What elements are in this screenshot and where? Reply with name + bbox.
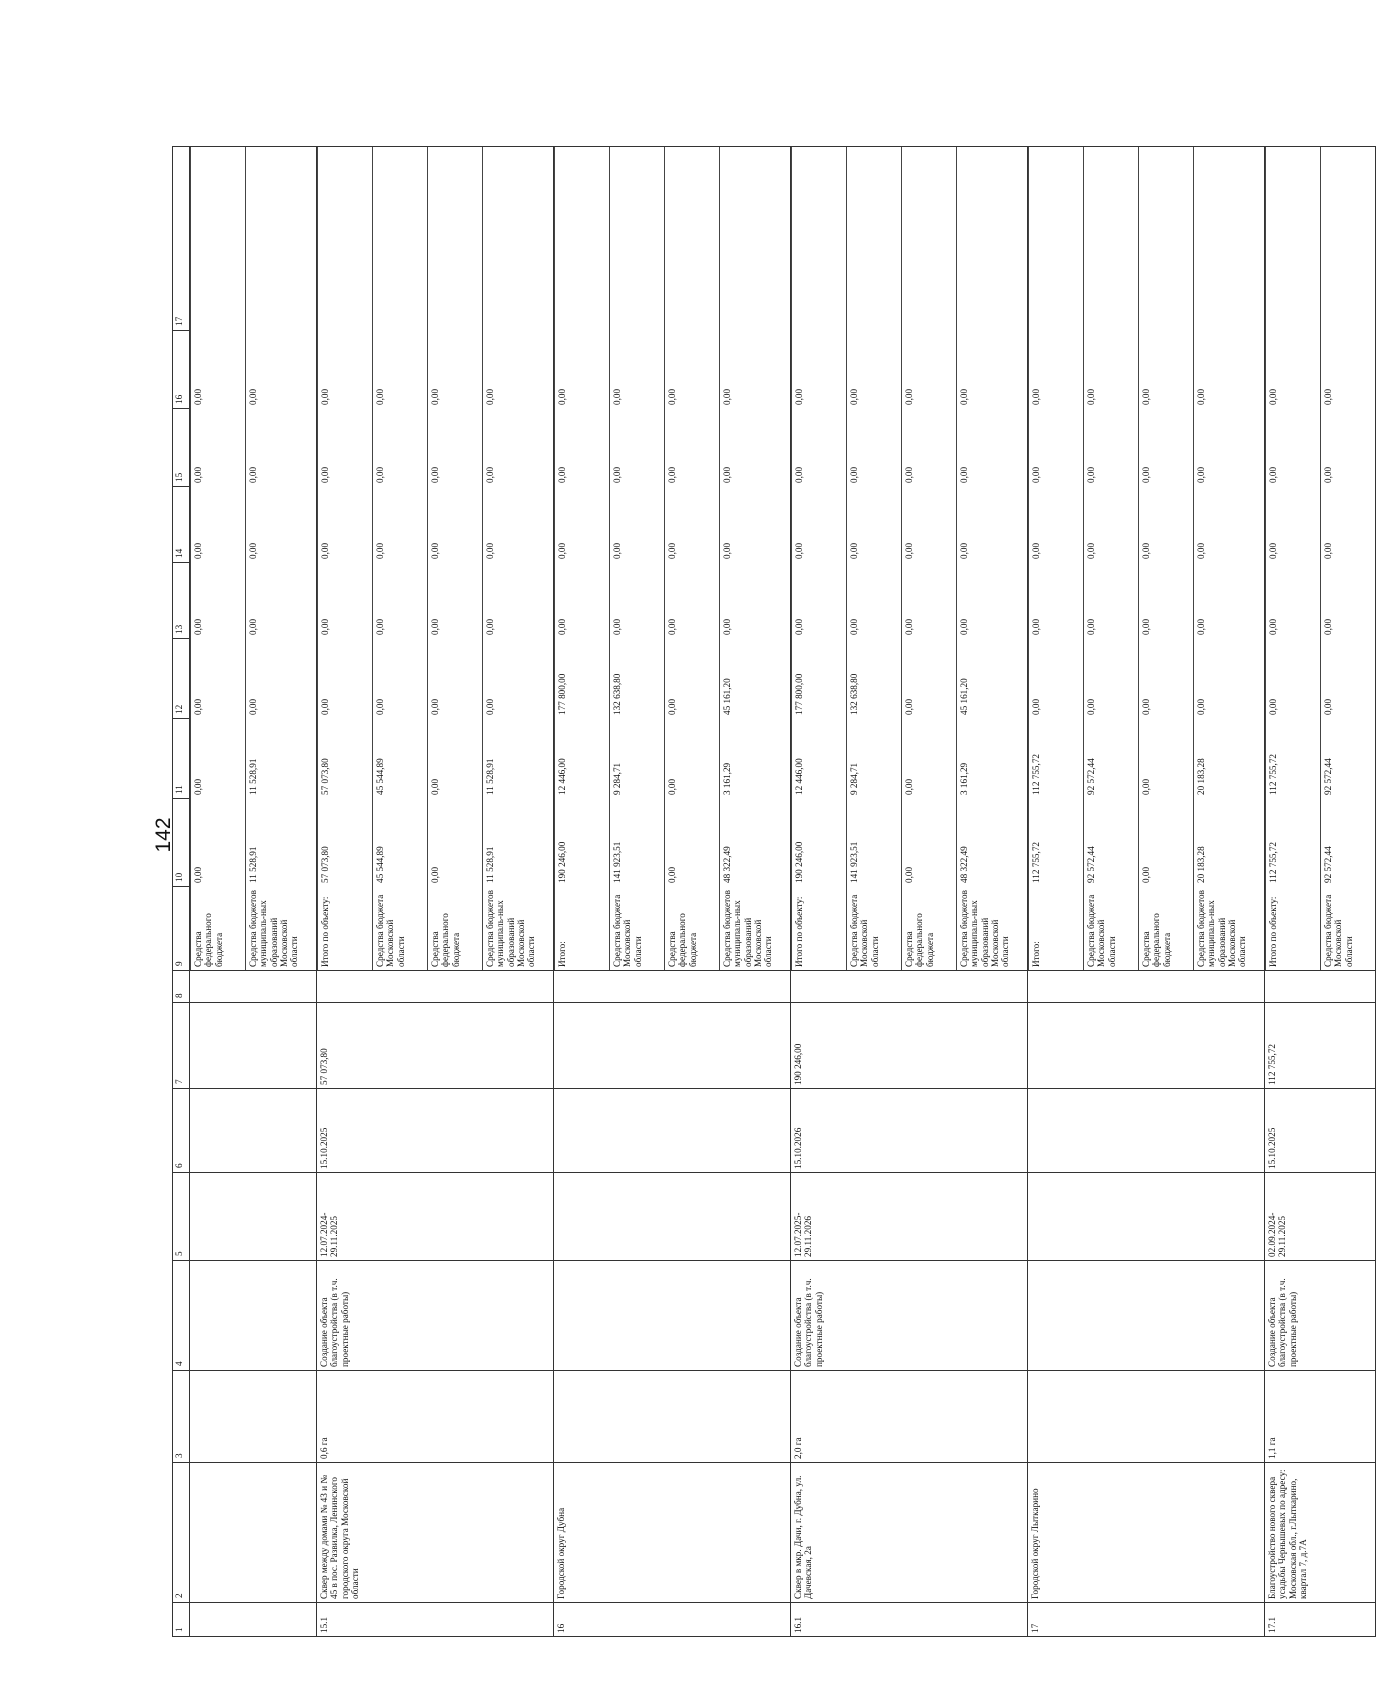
- amount-col-11: 9 284,71: [610, 718, 665, 798]
- funding-sources: [791, 147, 1028, 971]
- work-period: [190, 1173, 317, 1261]
- amount-col-15: 0,00: [665, 408, 720, 486]
- amount-col-11: 20 183,28: [1194, 718, 1265, 798]
- amount-col-15: 0,00: [246, 408, 317, 486]
- amount-col-13: 0,00: [483, 562, 554, 638]
- funding-table: [190, 146, 316, 970]
- column-number: 8: [173, 971, 190, 1003]
- amount-col-15: 0,00: [1321, 408, 1376, 486]
- amount-col-13: 0,00: [902, 562, 957, 638]
- amount-col-14: 0,00: [1139, 486, 1194, 562]
- amount-col-10: 141 923,51: [847, 798, 902, 886]
- column-17-cell: [902, 146, 957, 330]
- amount-col-11: 0,00: [665, 718, 720, 798]
- column-17-cell: [720, 146, 791, 330]
- amount-col-10: 57 073,80: [318, 798, 373, 886]
- report-sheet: [172, 147, 1354, 1637]
- work-type: Создание объекта благоустройства (в т.ч. проектные работы): [1265, 1261, 1376, 1371]
- amount-col-16: 0,00: [1029, 330, 1084, 408]
- funding-sources: [1028, 147, 1265, 971]
- column-17-cell: [483, 146, 554, 330]
- amount-col-16: 0,00: [610, 330, 665, 408]
- amount-col-15: 0,00: [1139, 408, 1194, 486]
- object-capacity: 1,1 га: [1265, 1371, 1376, 1463]
- amount-col-15: 0,00: [610, 408, 665, 486]
- column-17-cell: [957, 146, 1028, 330]
- amount-col-10: 0,00: [902, 798, 957, 886]
- amount-col-10: 20 183,28: [1194, 798, 1265, 886]
- object-capacity: 2,0 га: [791, 1371, 1028, 1463]
- amount-col-13: 0,00: [720, 562, 791, 638]
- amount-col-12: 132 638,80: [847, 638, 902, 718]
- amount-col-16: 0,00: [1139, 330, 1194, 408]
- amount-col-12: 0,00: [428, 638, 483, 718]
- amount-col-16: 0,00: [1084, 330, 1139, 408]
- column-number: 6: [173, 1089, 190, 1173]
- amount-col-11: 9 284,71: [847, 718, 902, 798]
- estimated-cost: 112 755,72: [1265, 1003, 1376, 1089]
- amount-col-16: 0,00: [1321, 330, 1376, 408]
- amount-col-16: 0,00: [191, 330, 246, 408]
- column-number: 15: [173, 409, 190, 487]
- amount-col-13: 0,00: [191, 562, 246, 638]
- amount-col-13: 0,00: [373, 562, 428, 638]
- amount-col-12: 132 638,80: [610, 638, 665, 718]
- funding-row: [1194, 146, 1265, 970]
- amount-col-14: 0,00: [792, 486, 847, 562]
- amount-col-12: 177 800,00: [555, 638, 610, 718]
- amount-col-10: 92 572,44: [1084, 798, 1139, 886]
- column-number: 7: [173, 1003, 190, 1089]
- amount-col-11: 0,00: [902, 718, 957, 798]
- funding-row: [246, 146, 317, 970]
- funding-sources: [554, 147, 791, 971]
- completion-date: [190, 1089, 317, 1173]
- amount-col-16: 0,00: [665, 330, 720, 408]
- amount-col-16: 0,00: [957, 330, 1028, 408]
- funding-row: [1084, 146, 1139, 970]
- amount-col-12: 0,00: [1266, 638, 1321, 718]
- amount-col-11: 0,00: [1139, 718, 1194, 798]
- amount-col-12: 0,00: [318, 638, 373, 718]
- funding-row: [1266, 146, 1321, 970]
- work-period: 12.07.2025-29.11.2026: [791, 1173, 1028, 1261]
- funding-row: [318, 146, 373, 970]
- amount-col-12: 45 161,20: [957, 638, 1028, 718]
- amount-col-14: 0,00: [1266, 486, 1321, 562]
- funding-table: [1265, 146, 1375, 970]
- funding-source-label: Средства федерального бюджета: [428, 886, 483, 970]
- work-type: [1028, 1261, 1265, 1371]
- column-17-cell: [191, 146, 246, 330]
- column-number: 14: [173, 487, 190, 563]
- column-8-cell: [1265, 971, 1376, 1003]
- amount-col-11: 45 544,89: [373, 718, 428, 798]
- amount-col-10: 112 755,72: [1029, 798, 1084, 886]
- section-number: 17: [1028, 1603, 1265, 1637]
- funding-source-label: Итого по объекту:: [792, 886, 847, 970]
- amount-col-15: 0,00: [191, 408, 246, 486]
- object-name: Городской округ Лыткарино: [1028, 1463, 1265, 1603]
- work-type: Создание объекта благоустройства (в т.ч. проектные работы): [791, 1261, 1028, 1371]
- funding-source-label: Средства бюджетов муниципаль-ных образований Московской области: [246, 886, 317, 970]
- section-number: 16.1: [791, 1603, 1028, 1637]
- amount-col-10: 0,00: [428, 798, 483, 886]
- funding-row: [1321, 146, 1376, 970]
- object-capacity: 0,6 га: [317, 1371, 554, 1463]
- column-17-cell: [373, 146, 428, 330]
- amount-col-16: 0,00: [428, 330, 483, 408]
- amount-col-12: 45 161,20: [720, 638, 791, 718]
- amount-col-15: 0,00: [1194, 408, 1265, 486]
- amount-col-11: 12 446,00: [792, 718, 847, 798]
- object-name: Городской округ Дубна: [554, 1463, 791, 1603]
- funding-source-label: Средства федерального бюджета: [1139, 886, 1194, 970]
- amount-col-14: 0,00: [847, 486, 902, 562]
- column-number: 11: [173, 719, 190, 799]
- funding-table: [554, 146, 790, 970]
- column-17-cell: [1029, 146, 1084, 330]
- amount-col-11: 0,00: [191, 718, 246, 798]
- object-name: Сквер в мкр. Дачи, г. Дубна, ул. Дачевская, 2а: [791, 1463, 1028, 1603]
- section-row: [1028, 147, 1265, 1637]
- column-number: 2: [173, 1463, 190, 1603]
- amount-col-10: 190 246,00: [792, 798, 847, 886]
- amount-col-14: 0,00: [1321, 486, 1376, 562]
- completion-date: 15.10.2025: [1265, 1089, 1376, 1173]
- amount-col-14: 0,00: [428, 486, 483, 562]
- amount-col-15: 0,00: [902, 408, 957, 486]
- funding-row: [1139, 146, 1194, 970]
- amount-col-16: 0,00: [1266, 330, 1321, 408]
- amount-col-14: 0,00: [191, 486, 246, 562]
- amount-col-10: 48 322,49: [957, 798, 1028, 886]
- work-period: [1028, 1173, 1265, 1261]
- amount-col-12: 177 800,00: [792, 638, 847, 718]
- amount-col-16: 0,00: [555, 330, 610, 408]
- amount-col-13: 0,00: [847, 562, 902, 638]
- column-17-cell: [1084, 146, 1139, 330]
- funding-row: [610, 146, 665, 970]
- amount-col-11: 12 446,00: [555, 718, 610, 798]
- column-17-cell: [1194, 146, 1265, 330]
- funding-source-label: Средства бюджетов муниципаль-ных образований Московской области: [1194, 886, 1265, 970]
- column-number: 16: [173, 331, 190, 409]
- funding-sources: [1265, 147, 1376, 971]
- column-number: 9: [173, 887, 190, 971]
- amount-col-11: 57 073,80: [318, 718, 373, 798]
- amount-col-16: 0,00: [318, 330, 373, 408]
- amount-col-15: 0,00: [318, 408, 373, 486]
- amount-col-15: 0,00: [1266, 408, 1321, 486]
- amount-col-16: 0,00: [792, 330, 847, 408]
- funding-source-label: Средства федерального бюджета: [902, 886, 957, 970]
- amount-col-15: 0,00: [957, 408, 1028, 486]
- funding-sources: [317, 147, 554, 971]
- funding-row: [555, 146, 610, 970]
- estimated-cost: 190 246,00: [791, 1003, 1028, 1089]
- estimated-cost: [190, 1003, 317, 1089]
- column-8-cell: [190, 971, 317, 1003]
- amount-col-13: 0,00: [957, 562, 1028, 638]
- amount-col-11: 112 755,72: [1029, 718, 1084, 798]
- funding-table: [791, 146, 1027, 970]
- amount-col-16: 0,00: [373, 330, 428, 408]
- column-17-cell: [1266, 146, 1321, 330]
- funding-row: [191, 146, 246, 970]
- funding-row: [373, 146, 428, 970]
- amount-col-13: 0,00: [246, 562, 317, 638]
- funding-row: [792, 146, 847, 970]
- column-8-cell: [317, 971, 554, 1003]
- amount-col-15: 0,00: [555, 408, 610, 486]
- amount-col-15: 0,00: [1084, 408, 1139, 486]
- amount-col-14: 0,00: [373, 486, 428, 562]
- funding-source-label: Средства бюджетов муниципаль-ных образований Московской области: [720, 886, 791, 970]
- amount-col-14: 0,00: [610, 486, 665, 562]
- amount-col-15: 0,00: [720, 408, 791, 486]
- amount-col-15: 0,00: [428, 408, 483, 486]
- column-number: 12: [173, 639, 190, 719]
- work-period: 12.07.2024-29.11.2025: [317, 1173, 554, 1261]
- funding-source-label: Итого по объекту:: [318, 886, 373, 970]
- column-17-cell: [1139, 146, 1194, 330]
- amount-col-13: 0,00: [428, 562, 483, 638]
- amount-col-12: 0,00: [1084, 638, 1139, 718]
- amount-col-12: 0,00: [483, 638, 554, 718]
- work-type: Создание объекта благоустройства (в т.ч. проектные работы): [317, 1261, 554, 1371]
- amount-col-14: 0,00: [957, 486, 1028, 562]
- amount-col-10: 112 755,72: [1266, 798, 1321, 886]
- column-number-row: [173, 147, 190, 1637]
- column-number: 10: [173, 799, 190, 887]
- amount-col-16: 0,00: [720, 330, 791, 408]
- amount-col-11: 92 572,44: [1321, 718, 1376, 798]
- amount-col-11: 11 528,91: [483, 718, 554, 798]
- amount-col-14: 0,00: [318, 486, 373, 562]
- funding-source-label: Итого:: [555, 886, 610, 970]
- amount-col-13: 0,00: [1139, 562, 1194, 638]
- funding-source-label: Итого по объекту:: [1266, 886, 1321, 970]
- amount-col-13: 0,00: [318, 562, 373, 638]
- amount-col-14: 0,00: [720, 486, 791, 562]
- section-number: [190, 1603, 317, 1637]
- funding-table: [317, 146, 553, 970]
- amount-col-12: 0,00: [373, 638, 428, 718]
- column-17-cell: [665, 146, 720, 330]
- amount-col-14: 0,00: [1029, 486, 1084, 562]
- amount-col-10: 0,00: [1139, 798, 1194, 886]
- amount-col-12: 0,00: [191, 638, 246, 718]
- amount-col-11: 92 572,44: [1084, 718, 1139, 798]
- funding-row: [665, 146, 720, 970]
- funding-table: [1028, 146, 1264, 970]
- estimated-cost: [554, 1003, 791, 1089]
- amount-col-14: 0,00: [1194, 486, 1265, 562]
- column-number: 17: [173, 147, 190, 331]
- amount-col-12: 0,00: [1194, 638, 1265, 718]
- amount-col-13: 0,00: [1266, 562, 1321, 638]
- object-name: Благоустройство нового сквера усадьбы Чернышевых по адресу: Московская обл., г.Лыткарино, квартал 7, д.7А: [1265, 1463, 1376, 1603]
- amount-col-13: 0,00: [555, 562, 610, 638]
- amount-col-13: 0,00: [792, 562, 847, 638]
- column-number: 5: [173, 1173, 190, 1261]
- section-number: 16: [554, 1603, 791, 1637]
- estimated-cost: [1028, 1003, 1265, 1089]
- funding-source-label: Средства федерального бюджета: [665, 886, 720, 970]
- funding-source-label: Итого:: [1029, 886, 1084, 970]
- amount-col-12: 0,00: [1029, 638, 1084, 718]
- amount-col-10: 92 572,44: [1321, 798, 1376, 886]
- section-row: [190, 147, 317, 1637]
- work-type: [554, 1261, 791, 1371]
- amount-col-16: 0,00: [902, 330, 957, 408]
- amount-col-14: 0,00: [665, 486, 720, 562]
- section-row: [791, 147, 1028, 1637]
- amount-col-12: 0,00: [902, 638, 957, 718]
- column-number: 13: [173, 563, 190, 639]
- section-number: 17.1: [1265, 1603, 1376, 1637]
- amount-col-16: 0,00: [847, 330, 902, 408]
- funding-row: [847, 146, 902, 970]
- amount-col-10: 0,00: [191, 798, 246, 886]
- amount-col-12: 0,00: [1321, 638, 1376, 718]
- amount-col-10: 45 544,89: [373, 798, 428, 886]
- amount-col-15: 0,00: [792, 408, 847, 486]
- section-row: [317, 147, 554, 1637]
- funding-source-label: Средства бюджета Московской области: [1321, 886, 1376, 970]
- amount-col-12: 0,00: [1139, 638, 1194, 718]
- amount-col-10: 141 923,51: [610, 798, 665, 886]
- amount-col-11: 3 161,29: [957, 718, 1028, 798]
- estimated-cost: 57 073,80: [317, 1003, 554, 1089]
- funding-source-label: Средства бюджета Московской области: [373, 886, 428, 970]
- amount-col-14: 0,00: [1084, 486, 1139, 562]
- amount-col-11: 3 161,29: [720, 718, 791, 798]
- work-period: 02.09.2024-29.11.2025: [1265, 1173, 1376, 1261]
- column-17-cell: [847, 146, 902, 330]
- section-row: [554, 147, 791, 1637]
- page-number: 142: [152, 817, 175, 853]
- amount-col-10: 190 246,00: [555, 798, 610, 886]
- funding-source-label: Средства федерального бюджета: [191, 886, 246, 970]
- funding-source-label: Средства бюджета Московской области: [847, 886, 902, 970]
- column-17-cell: [792, 146, 847, 330]
- amount-col-14: 0,00: [902, 486, 957, 562]
- column-17-cell: [318, 146, 373, 330]
- amount-col-14: 0,00: [246, 486, 317, 562]
- amount-col-15: 0,00: [373, 408, 428, 486]
- funding-source-label: Средства бюджетов муниципаль-ных образований Московской области: [483, 886, 554, 970]
- section-row: [1265, 147, 1376, 1637]
- amount-col-11: 0,00: [428, 718, 483, 798]
- funding-source-label: Средства бюджета Московской области: [1084, 886, 1139, 970]
- amount-col-12: 0,00: [246, 638, 317, 718]
- column-number: 4: [173, 1261, 190, 1371]
- amount-col-14: 0,00: [555, 486, 610, 562]
- amount-col-13: 0,00: [610, 562, 665, 638]
- amount-col-10: 11 528,91: [246, 798, 317, 886]
- object-name: [190, 1463, 317, 1603]
- amount-col-12: 0,00: [665, 638, 720, 718]
- amount-col-13: 0,00: [665, 562, 720, 638]
- amount-col-10: 48 322,49: [720, 798, 791, 886]
- column-17-cell: [246, 146, 317, 330]
- funding-source-label: Средства бюджетов муниципаль-ных образований Московской области: [957, 886, 1028, 970]
- column-17-cell: [1321, 146, 1376, 330]
- section-number: 15.1: [317, 1603, 554, 1637]
- funding-row: [428, 146, 483, 970]
- amount-col-15: 0,00: [483, 408, 554, 486]
- amount-col-15: 0,00: [1029, 408, 1084, 486]
- amount-col-15: 0,00: [847, 408, 902, 486]
- completion-date: 15.10.2026: [791, 1089, 1028, 1173]
- funding-row: [957, 146, 1028, 970]
- amount-col-10: 0,00: [665, 798, 720, 886]
- amount-col-13: 0,00: [1194, 562, 1265, 638]
- budget-table: [172, 146, 1376, 1637]
- column-8-cell: [1028, 971, 1265, 1003]
- work-period: [554, 1173, 791, 1261]
- amount-col-13: 0,00: [1029, 562, 1084, 638]
- amount-col-16: 0,00: [1194, 330, 1265, 408]
- work-type: [190, 1261, 317, 1371]
- funding-row: [1029, 146, 1084, 970]
- object-capacity: [1028, 1371, 1265, 1463]
- funding-source-label: Средства бюджета Московской области: [610, 886, 665, 970]
- amount-col-16: 0,00: [483, 330, 554, 408]
- column-number: 1: [173, 1603, 190, 1637]
- funding-row: [483, 146, 554, 970]
- amount-col-13: 0,00: [1321, 562, 1376, 638]
- funding-row: [902, 146, 957, 970]
- column-17-cell: [610, 146, 665, 330]
- completion-date: 15.10.2025: [317, 1089, 554, 1173]
- object-capacity: [190, 1371, 317, 1463]
- funding-row: [720, 146, 791, 970]
- amount-col-16: 0,00: [246, 330, 317, 408]
- amount-col-13: 0,00: [1084, 562, 1139, 638]
- completion-date: [554, 1089, 791, 1173]
- column-17-cell: [555, 146, 610, 330]
- amount-col-14: 0,00: [483, 486, 554, 562]
- table-body: [173, 147, 1376, 1637]
- amount-col-11: 11 528,91: [246, 718, 317, 798]
- column-number: 3: [173, 1371, 190, 1463]
- amount-col-10: 11 528,91: [483, 798, 554, 886]
- column-17-cell: [428, 146, 483, 330]
- funding-sources: [190, 147, 317, 971]
- column-8-cell: [554, 971, 791, 1003]
- column-8-cell: [791, 971, 1028, 1003]
- object-capacity: [554, 1371, 791, 1463]
- amount-col-11: 112 755,72: [1266, 718, 1321, 798]
- object-name: Сквер между домами № 43 и № 45 в пос. Развилка, Ленинского городского округа Московской области: [317, 1463, 554, 1603]
- completion-date: [1028, 1089, 1265, 1173]
